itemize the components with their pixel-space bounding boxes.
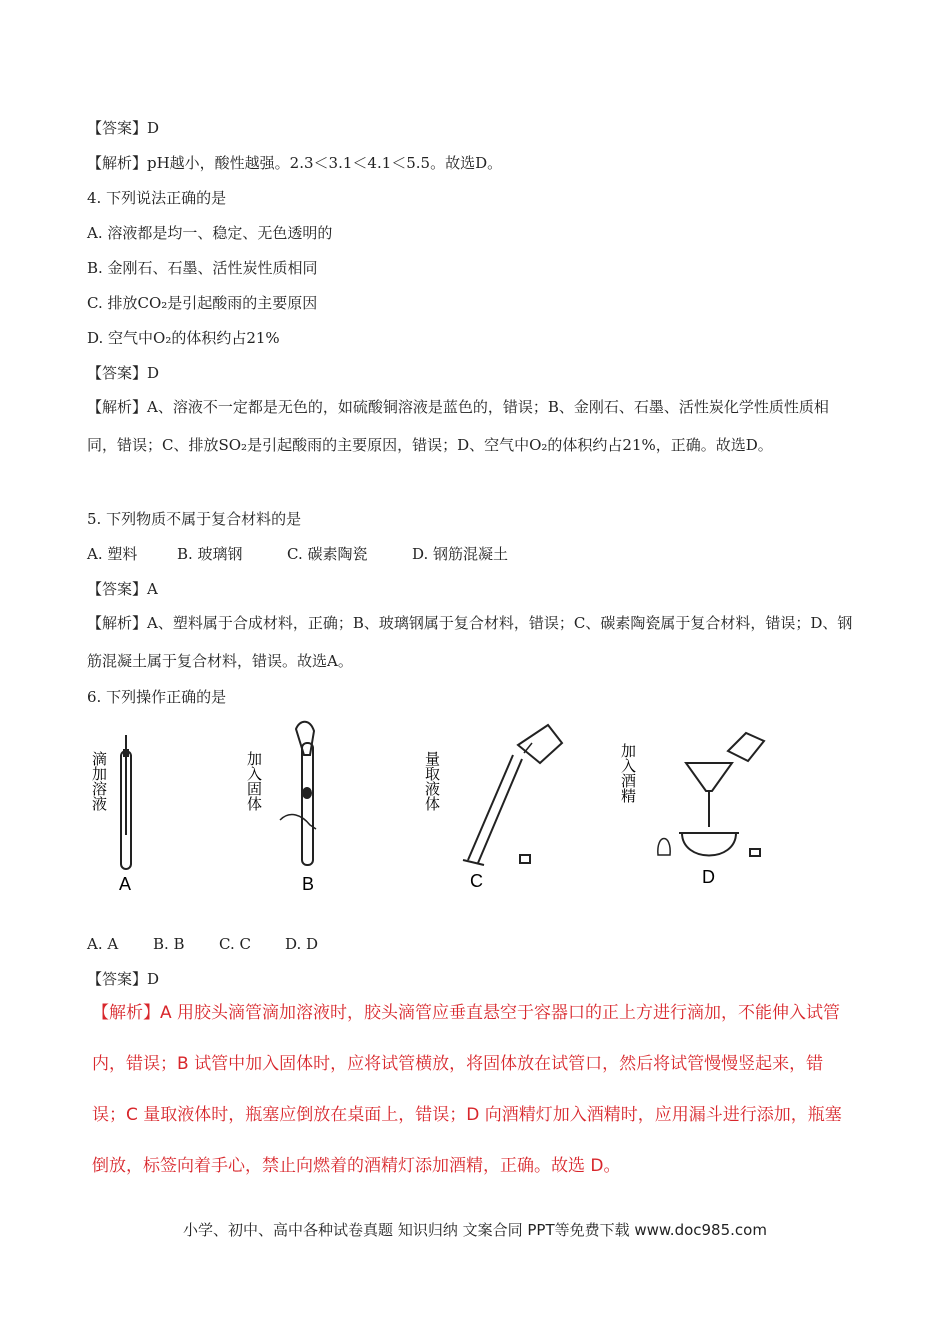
figure-d-label: D [702,867,715,887]
figure-a-label: A [119,874,132,894]
q3-analysis: 【解析】pH越小，酸性越强。2.3＜3.1＜4.1＜5.5。故选D。 [87,154,503,172]
alcohol-lamp-funnel-icon [619,715,774,895]
q4-option-c: C. 排放CO₂是引起酸雨的主要原因 [87,294,318,312]
q4-option-b: B. 金刚石、石墨、活性炭性质相同 [87,259,318,277]
solid-test-tube-icon [245,715,350,895]
q5-option-d: D. 钢筋混凝土 [412,545,509,563]
figure-b [245,715,350,895]
q5-option-a: A. 塑料 [87,545,138,563]
q6-analysis-line-1: 【解析】A 用胶头滴管滴加溶液时，胶头滴管应垂直悬空于容器口的正上方进行滴加，不能伸入试管 [92,1003,841,1023]
figure-b-caption: 加入固体 [245,751,263,811]
q6-options [87,934,318,954]
figure-c-caption: 量取液体 [423,751,441,811]
q6-stem: 6. 下列操作正确的是 [87,688,227,706]
figure-c [423,715,573,895]
q6-option-c: C. C [219,935,251,953]
q3-answer: 【答案】D [87,119,160,137]
q5-option-b: B. 玻璃钢 [177,545,243,563]
q6-analysis-line-3: 误；C 量取液体时，瓶塞应倒放在桌面上，错误；D 向酒精灯加入酒精时，应用漏斗进行添加，瓶塞 [92,1105,842,1125]
q5-stem: 5. 下列物质不属于复合材料的是 [87,510,302,528]
q4-stem: 4. 下列说法正确的是 [87,189,227,207]
figure-d [619,715,774,895]
q5-analysis: 【解析】A、塑料属于合成材料，正确；B、玻璃钢属于复合材料，错误；C、碳素陶瓷属于复合材料，错误；D、钢筋混凝土属于复合材料，错误。故选A。 [87,614,853,670]
figure-a [90,715,165,895]
figure-c-label: C [470,871,483,891]
figure-b-label: B [302,874,315,894]
figure-d-caption: 加入酒精 [619,743,637,803]
q4-analysis: 【解析】A、溶液不一定都是无色的，如硫酸铜溶液是蓝色的，错误；B、金刚石、石墨、活性炭化学性质性质相同，错误；C、排放SO₂是引起酸雨的主要原因，错误；D、空气中O₂的体积约占21%，正确。故选D。 [87,398,829,454]
q6-option-b: B. B [153,935,185,953]
q5-option-c: C. 碳素陶瓷 [287,545,368,563]
q4-answer: 【答案】D [87,364,160,382]
q6-analysis [92,988,852,1192]
q6-analysis-line-4: 倒放，标签向着手心，禁止向燃着的酒精灯添加酒精，正确。故选 D。 [92,1156,621,1176]
q5-answer: 【答案】A [87,580,158,598]
dropper-test-tube-icon [90,715,165,895]
q6-answer: 【答案】D [87,970,160,988]
q6-option-a: A. A [87,935,119,953]
footer-ad: 小学、初中、高中各种试卷真题 知识归纳 文案合同 PPT等免费下载 www.doc985.com [183,1221,767,1239]
q5-options [87,544,508,564]
q6-option-d: D. D [285,935,319,953]
q4-option-a: A. 溶液都是均一、稳定、无色透明的 [87,224,333,242]
graduated-cylinder-icon [423,715,573,895]
figure-a-caption: 滴加溶液 [90,751,108,811]
q4-option-d: D. 空气中O₂的体积约占21% [87,329,280,347]
q6-analysis-line-2: 内，错误；B 试管中加入固体时，应将试管横放，将固体放在试管口，然后将试管慢慢竖起来，错 [92,1054,824,1074]
